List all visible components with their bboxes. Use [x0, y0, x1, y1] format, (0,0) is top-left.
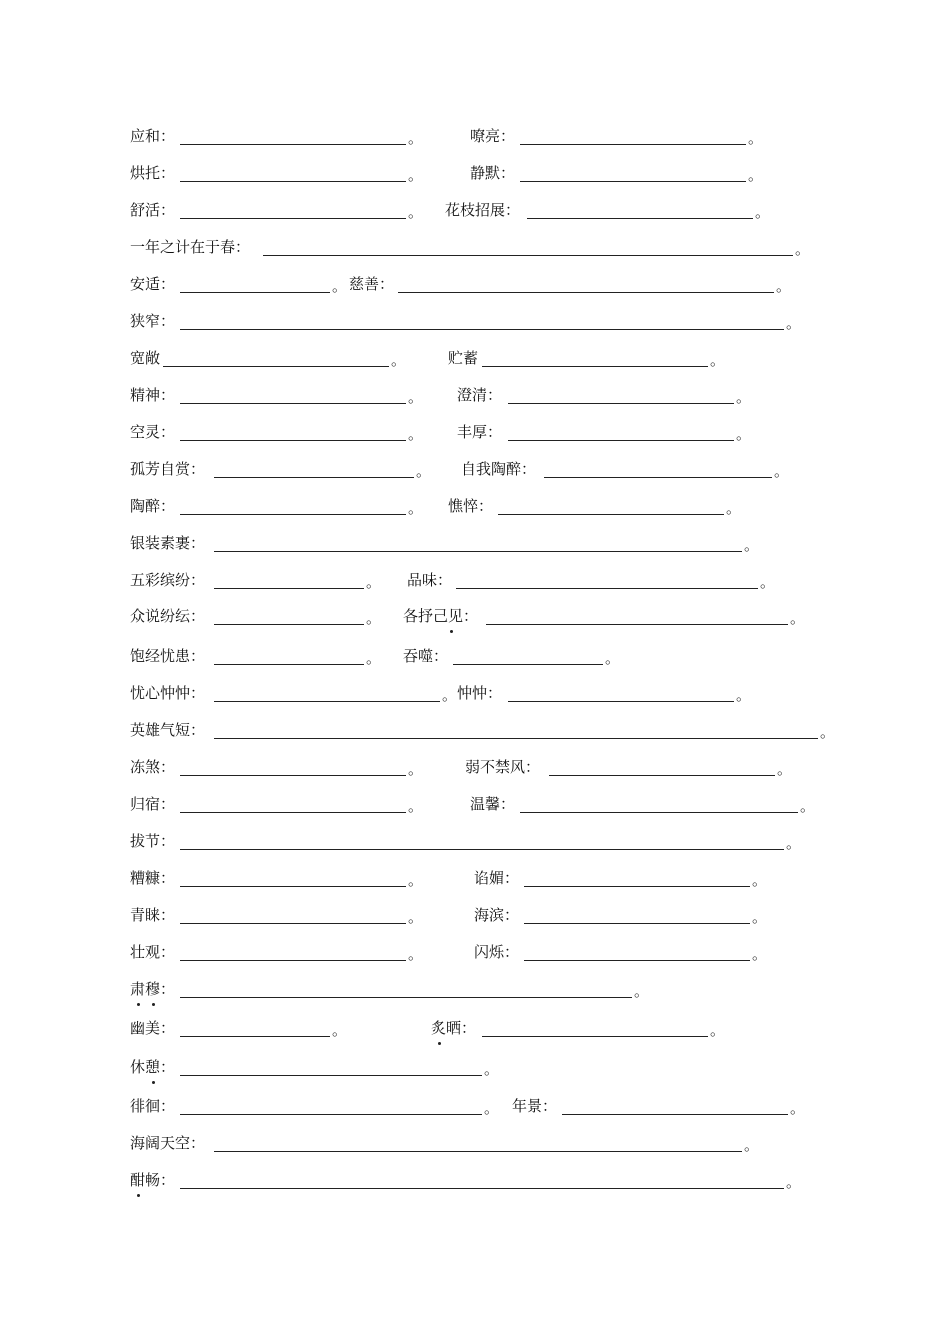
period-mark: 。: [760, 573, 776, 591]
vocab-term: 贮蓄: [448, 349, 479, 367]
answer-blank-line[interactable]: [456, 588, 758, 589]
vocab-term: 忡忡：: [457, 684, 503, 702]
vocab-term: 各抒己见：: [403, 607, 479, 625]
period-mark: 。: [744, 1136, 760, 1154]
vocab-term: 应和：: [130, 127, 176, 145]
vocab-term: 自我陶醉：: [461, 460, 537, 478]
period-mark: 。: [366, 649, 382, 667]
answer-blank-line[interactable]: [482, 1036, 708, 1037]
period-mark: 。: [366, 609, 382, 627]
answer-blank-line[interactable]: [180, 886, 406, 887]
answer-blank-line[interactable]: [180, 1036, 330, 1037]
emphasis-dot: [137, 1003, 140, 1006]
period-mark: 。: [790, 609, 806, 627]
period-mark: 。: [820, 723, 836, 741]
vocab-term: 拔节：: [130, 832, 176, 850]
period-mark: 。: [484, 1099, 500, 1117]
answer-blank-line[interactable]: [508, 701, 734, 702]
answer-blank-line[interactable]: [180, 775, 406, 776]
period-mark: 。: [408, 166, 424, 184]
period-mark: 。: [786, 834, 802, 852]
period-mark: 。: [790, 1099, 806, 1117]
vocab-term: 静默：: [470, 164, 516, 182]
vocab-term: 幽美：: [130, 1019, 176, 1037]
answer-blank-line[interactable]: [180, 440, 406, 441]
vocab-term: 一年之计在于春：: [130, 238, 251, 256]
answer-blank-line[interactable]: [544, 477, 772, 478]
vocab-term: 酣畅：: [130, 1171, 176, 1189]
vocab-term: 众说纷纭：: [130, 607, 206, 625]
period-mark: 。: [786, 1173, 802, 1191]
period-mark: 。: [442, 686, 458, 704]
emphasis-dot: [152, 1081, 155, 1084]
answer-blank-line[interactable]: [180, 181, 406, 182]
period-mark: 。: [634, 982, 650, 1000]
period-mark: 。: [736, 686, 752, 704]
vocab-term: 谄媚：: [474, 869, 520, 887]
answer-blank-line[interactable]: [453, 664, 603, 665]
vocab-term: 花枝招展：: [445, 201, 521, 219]
period-mark: 。: [408, 203, 424, 221]
answer-blank-line[interactable]: [180, 1188, 784, 1189]
vocab-term: 糟糠：: [130, 869, 176, 887]
vocab-term: 精神：: [130, 386, 176, 404]
vocab-term: 壮观：: [130, 943, 176, 961]
vocab-term: 英雄气短：: [130, 721, 206, 739]
period-mark: 。: [408, 797, 424, 815]
vocab-term: 徘徊：: [130, 1097, 176, 1115]
answer-blank-line[interactable]: [180, 329, 784, 330]
vocab-term: 嘹亮：: [470, 127, 516, 145]
vocab-term: 孤芳自赏：: [130, 460, 206, 478]
answer-blank-line[interactable]: [214, 551, 742, 552]
vocab-term: 忧心忡忡：: [130, 684, 206, 702]
answer-blank-line[interactable]: [214, 701, 440, 702]
period-mark: 。: [777, 760, 793, 778]
period-mark: 。: [736, 425, 752, 443]
answer-blank-line[interactable]: [524, 923, 750, 924]
answer-blank-line[interactable]: [214, 1151, 742, 1152]
period-mark: 。: [408, 388, 424, 406]
vocab-term: 年景：: [512, 1097, 558, 1115]
answer-blank-line[interactable]: [520, 144, 746, 145]
emphasis-dot: [438, 1042, 441, 1045]
period-mark: 。: [408, 908, 424, 926]
period-mark: 。: [416, 462, 432, 480]
vocab-term: 陶醉：: [130, 497, 176, 515]
vocab-term: 冻煞：: [130, 758, 176, 776]
answer-blank-line[interactable]: [398, 292, 774, 293]
answer-blank-line[interactable]: [482, 366, 708, 367]
period-mark: 。: [776, 277, 792, 295]
answer-blank-line[interactable]: [214, 477, 414, 478]
period-mark: 。: [752, 945, 768, 963]
vocab-term: 舒活：: [130, 201, 176, 219]
period-mark: 。: [800, 797, 816, 815]
vocab-term: 吞噬：: [403, 647, 449, 665]
answer-blank-line[interactable]: [508, 440, 734, 441]
vocab-term: 安适：: [130, 275, 176, 293]
period-mark: 。: [408, 499, 424, 517]
vocab-term: 慈善：: [349, 275, 395, 293]
answer-blank-line[interactable]: [180, 403, 406, 404]
answer-blank-line[interactable]: [180, 1114, 482, 1115]
period-mark: 。: [752, 908, 768, 926]
vocab-term: 休憩：: [130, 1058, 176, 1076]
period-mark: 。: [408, 945, 424, 963]
period-mark: 。: [736, 388, 752, 406]
answer-blank-line[interactable]: [180, 218, 406, 219]
answer-blank-line[interactable]: [549, 775, 775, 776]
period-mark: 。: [408, 129, 424, 147]
vocab-term: 海滨：: [474, 906, 520, 924]
answer-blank-line[interactable]: [180, 997, 632, 998]
vocab-term: 归宿：: [130, 795, 176, 813]
vocab-term: 品味：: [407, 571, 453, 589]
answer-blank-line[interactable]: [527, 218, 753, 219]
vocab-term: 弱不禁风：: [465, 758, 541, 776]
answer-blank-line[interactable]: [214, 624, 364, 625]
vocab-term: 空灵：: [130, 423, 176, 441]
vocab-term: 丰厚：: [457, 423, 503, 441]
answer-blank-line[interactable]: [180, 144, 406, 145]
period-mark: 。: [366, 573, 382, 591]
answer-blank-line[interactable]: [214, 588, 364, 589]
vocab-term: 憔悴：: [448, 497, 494, 515]
period-mark: 。: [774, 462, 790, 480]
vocab-term: 温馨：: [470, 795, 516, 813]
answer-blank-line[interactable]: [498, 514, 724, 515]
vocab-term: 银装素裹：: [130, 534, 206, 552]
answer-blank-line[interactable]: [486, 624, 788, 625]
answer-blank-line[interactable]: [180, 812, 406, 813]
period-mark: 。: [484, 1060, 500, 1078]
period-mark: 。: [795, 240, 811, 258]
emphasis-dot: [450, 630, 453, 633]
answer-blank-line[interactable]: [180, 292, 330, 293]
answer-blank-line[interactable]: [263, 255, 793, 256]
vocab-term: 烘托：: [130, 164, 176, 182]
vocab-term: 海阔天空：: [130, 1134, 206, 1152]
period-mark: 。: [752, 871, 768, 889]
answer-blank-line[interactable]: [520, 181, 746, 182]
period-mark: 。: [726, 499, 742, 517]
answer-blank-line[interactable]: [180, 960, 406, 961]
vocab-term: 狭窄：: [130, 312, 176, 330]
answer-blank-line[interactable]: [524, 960, 750, 961]
emphasis-dot: [137, 1194, 140, 1197]
answer-blank-line[interactable]: [214, 664, 364, 665]
answer-blank-line[interactable]: [180, 923, 406, 924]
vocab-term: 澄清：: [457, 386, 503, 404]
period-mark: 。: [748, 129, 764, 147]
vocab-term: 青睐：: [130, 906, 176, 924]
period-mark: 。: [605, 649, 621, 667]
period-mark: 。: [391, 351, 407, 369]
period-mark: 。: [748, 166, 764, 184]
emphasis-dot: [152, 1003, 155, 1006]
answer-blank-line[interactable]: [520, 812, 798, 813]
period-mark: 。: [408, 760, 424, 778]
vocab-term: 闪烁：: [474, 943, 520, 961]
answer-blank-line[interactable]: [508, 403, 734, 404]
vocab-term: 五彩缤纷：: [130, 571, 206, 589]
vocab-term: 炙晒：: [431, 1019, 477, 1037]
period-mark: 。: [710, 1021, 726, 1039]
answer-blank-line[interactable]: [524, 886, 750, 887]
vocab-term: 肃穆：: [130, 980, 176, 998]
answer-blank-line[interactable]: [180, 514, 406, 515]
period-mark: 。: [332, 277, 348, 295]
answer-blank-line[interactable]: [180, 1075, 482, 1076]
period-mark: 。: [408, 425, 424, 443]
period-mark: 。: [744, 536, 760, 554]
answer-blank-line[interactable]: [180, 849, 784, 850]
period-mark: 。: [710, 351, 726, 369]
answer-blank-line[interactable]: [562, 1114, 788, 1115]
vocab-term: 饱经忧患：: [130, 647, 206, 665]
answer-blank-line[interactable]: [214, 738, 818, 739]
period-mark: 。: [786, 314, 802, 332]
answer-blank-line[interactable]: [163, 366, 389, 367]
vocab-term: 宽敞: [130, 349, 161, 367]
period-mark: 。: [408, 871, 424, 889]
period-mark: 。: [332, 1021, 348, 1039]
period-mark: 。: [755, 203, 771, 221]
